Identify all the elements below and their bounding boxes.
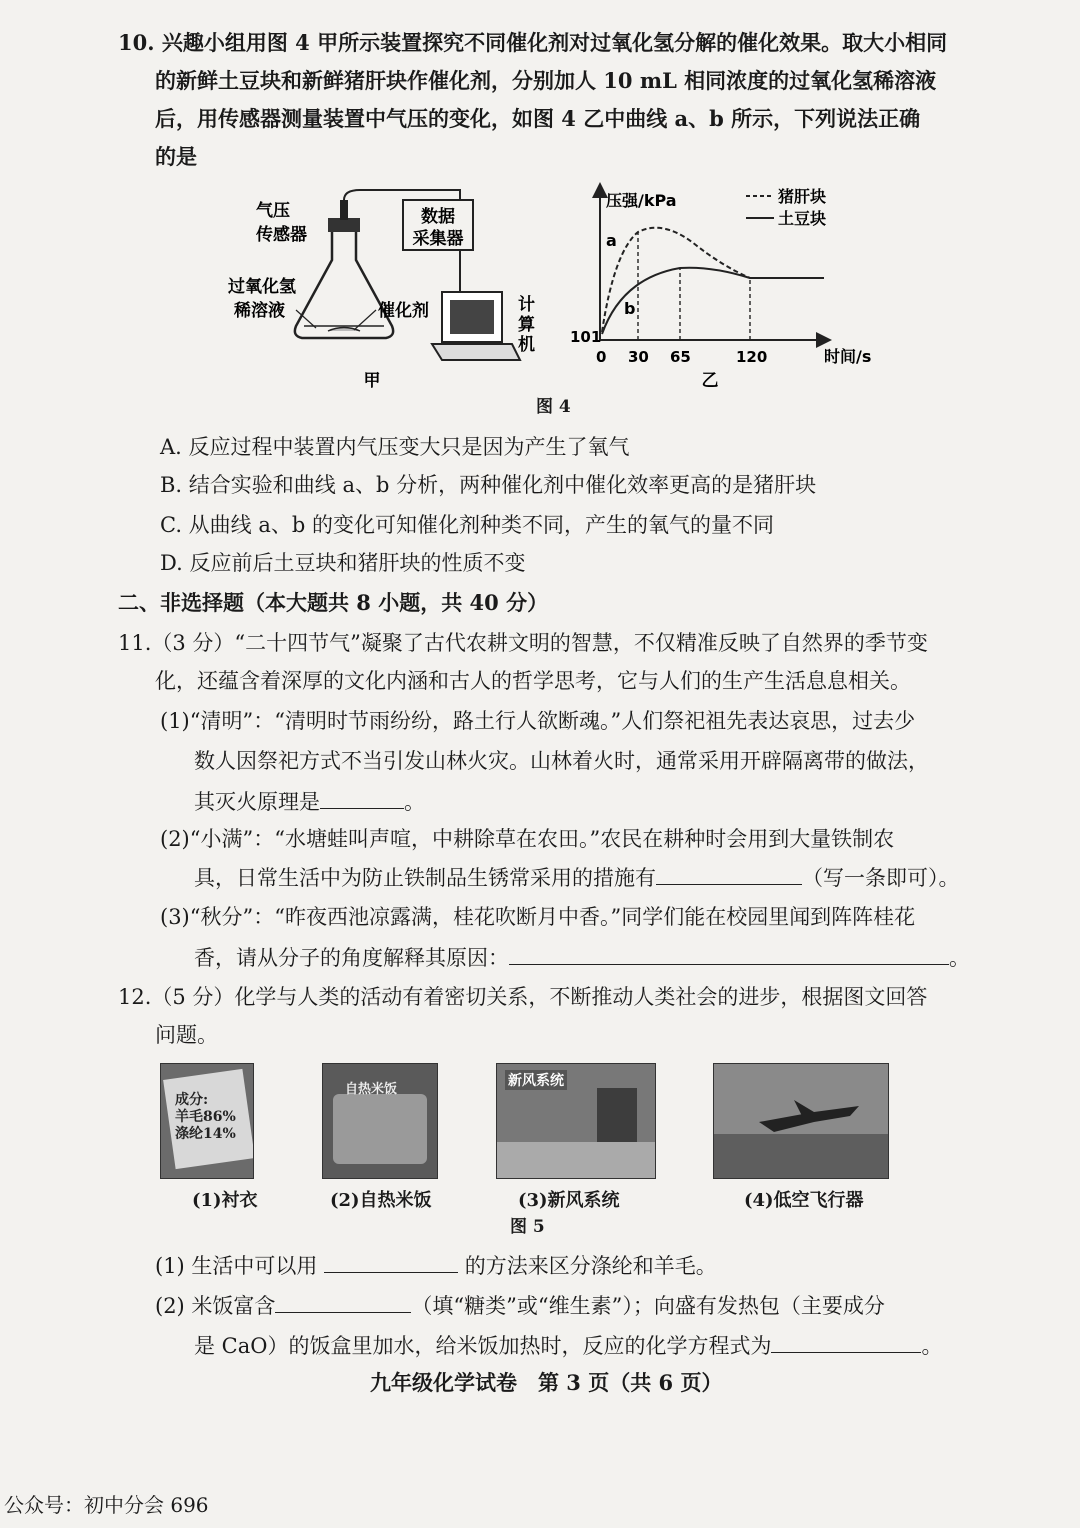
q10-option-d: D. 反应前后土豆块和猪肝块的性质不变: [160, 551, 526, 575]
figure5-label: 图 5: [510, 1217, 545, 1237]
q12-p2-answer-blank-1[interactable]: [275, 1290, 411, 1313]
q12-line2: 问题。: [155, 1023, 218, 1047]
shirt-tag-line2: 羊毛86%: [175, 1109, 236, 1125]
caption-shirt: (1)衬衣: [192, 1190, 258, 1211]
catalyst-label: 催化剂: [378, 301, 429, 321]
apparatus-caption: 甲: [363, 371, 381, 391]
q11-p1-line1: (1)“清明”：“清明时节雨纷纷，路土行人欲断魂。”人们祭祀祖先表达哀思，过去少: [160, 709, 916, 733]
q10-line3: 后，用传感器测量装置中气压的变化，如图 4 乙中曲线 a、b 所示，下列说法正确: [155, 106, 921, 131]
q12-p2-mid: （填“糖类”或“维生素”）；向盛有发热包（主要成分: [411, 1294, 885, 1318]
pressure-graph: [562, 182, 882, 392]
q10-line1: 10. 兴趣小组用图 4 甲所示装置探究不同催化剂对过氧化氢分解的催化效果。取大小相同: [118, 30, 948, 55]
q12-p2-prompt-2: 是 CaO）的饭盒里加水，给米饭加热时，反应的化学方程式为: [194, 1334, 772, 1358]
stopper: [328, 218, 360, 232]
collector-label-1: 数据: [421, 207, 455, 227]
q10-option-c: C. 从曲线 a、b 的变化可知催化剂种类不同，产生的氧气的量不同: [160, 513, 774, 537]
q12-line1: 12.（5 分）化学与人类的活动有着密切关系，不断推动人类社会的进步，根据图文回答: [118, 985, 928, 1009]
q11-p2-line2: [194, 862, 960, 893]
q11-p1-prompt: 其灭火原理是: [194, 790, 320, 814]
q11-p3-answer-blank[interactable]: [509, 942, 949, 965]
section2-heading: 二、非选择题（本大题共 8 小题，共 40 分）: [118, 590, 549, 615]
photo-rice: [322, 1063, 438, 1179]
photo-ventilation: [496, 1063, 656, 1179]
legend-dashed-label: 猪肝块: [778, 187, 827, 206]
sensor-probe: [340, 200, 348, 220]
shirt-tag-line1: 成分:: [175, 1092, 209, 1108]
q11-p2-answer-blank[interactable]: [656, 862, 802, 885]
ventilation-floor: [497, 1142, 655, 1178]
photo-shirt: [160, 1063, 254, 1179]
q12-p2-answer-blank-2[interactable]: [771, 1330, 921, 1353]
aircraft-icon: [754, 1092, 864, 1142]
graph-caption: 乙: [701, 371, 719, 391]
q11-p3-end: 。: [949, 946, 970, 970]
curve-b-label: b: [624, 299, 636, 318]
rice-package: [333, 1094, 427, 1164]
q12-p1-end: 的方法来区分涤纶和羊毛。: [464, 1254, 717, 1278]
x-tick-120: 120: [736, 348, 768, 366]
q11-p1-line3: [194, 786, 425, 817]
q11-p1-answer-blank[interactable]: [320, 786, 404, 809]
q11-line1: 11.（3 分）“二十四节气”凝聚了古代农耕文明的智慧，不仅精准反映了自然界的季节变: [118, 631, 928, 655]
sensor-label-2: 传感器: [256, 225, 307, 245]
ventilation-text: 新风系统: [505, 1070, 567, 1090]
apparatus-diagram: [220, 188, 560, 398]
q12-p2-line1: [155, 1290, 885, 1321]
catalyst-pointer: [354, 310, 376, 330]
q11-p2-end: （写一条即可）。: [802, 866, 960, 890]
q11-p3-line1: (3)“秋分”：“昨夜西池凉露满，桂花吹断月中香。”同学们能在校园里闻到阵阵桂花: [160, 905, 916, 929]
q11-p2-prompt: 具，日常生活中为防止铁制品生锈常采用的措施有: [194, 866, 656, 890]
caption-ventilation: (3)新风系统: [518, 1190, 620, 1211]
x-tick-30: 30: [628, 348, 649, 366]
q12-p2-line2: [194, 1330, 942, 1361]
computer-label-1: 计: [518, 295, 535, 315]
q10-line2: 的新鲜土豆块和新鲜猪肝块作催化剂，分别加人 10 mL 相同浓度的过氧化氢稀溶液: [155, 68, 937, 93]
computer-label-2: 算: [518, 315, 535, 335]
q11-p1-end: 。: [404, 790, 425, 814]
collector-label-2: 采集器: [412, 229, 464, 249]
q11-p3-line2: [194, 942, 970, 973]
q12-p1: [155, 1250, 717, 1281]
q11-p2-line1: (2)“小满”：“水塘蛙叫声喧，中耕除草在农田。”农民在耕种时会用到大量铁制农: [160, 827, 895, 851]
q11-p1-line2: 数人因祭祀方式不当引发山林火灾。山林着火时，通常采用开辟隔离带的做法，: [194, 749, 929, 773]
sensor-label-1: 气压: [256, 201, 290, 221]
caption-rice: (2)自热米饭: [330, 1190, 432, 1211]
q11-p3-prompt: 香，请从分子的角度解释其原因：: [194, 946, 509, 970]
x-tick-0: 0: [596, 348, 607, 366]
q12-p1-answer-blank[interactable]: [324, 1250, 458, 1273]
watermark-text: 公众号：初中分会 696: [4, 1493, 209, 1517]
rice-package-text: 自热米饭: [345, 1082, 398, 1097]
computer-keyboard: [432, 344, 520, 360]
x-axis-label: 时间/s: [824, 347, 872, 366]
solution-label-2: 稀溶液: [234, 301, 285, 321]
page-footer: 九年级化学试卷 第 3 页（共 6 页）: [370, 1370, 723, 1395]
caption-aircraft: (4)低空飞行器: [744, 1190, 864, 1211]
q10-option-a: A. 反应过程中装置内气压变大只是因为产生了氧气: [160, 435, 630, 459]
q10-line4: 的是: [155, 144, 197, 169]
q12-p2-end: 。: [921, 1334, 943, 1358]
shirt-tag-text: [175, 1092, 236, 1143]
q11-line2: 化，还蕴含着深厚的文化内涵和古人的哲学思考，它与人们的生产生活息息相关。: [155, 669, 911, 693]
computer-label-3: 机: [518, 335, 535, 355]
shirt-tag-line3: 涤纶14%: [175, 1126, 236, 1142]
legend-solid-label: 土豆块: [778, 209, 827, 228]
solution-label-1: 过氧化氢: [228, 277, 296, 297]
y-tick-101: 101: [570, 328, 602, 346]
q10-option-b: B. 结合实验和曲线 a、b 分析，两种催化剂中催化效率更高的是猪肝块: [160, 473, 817, 497]
curve-a-label: a: [606, 231, 617, 250]
y-axis-label: 压强/kPa: [606, 191, 677, 210]
q12-p2-prompt: (2) 米饭富含: [155, 1294, 276, 1318]
computer-screen: [450, 300, 494, 334]
figure4-label: 图 4: [536, 397, 571, 417]
q12-p1-prompt: (1) 生活中可以用: [155, 1254, 318, 1278]
wire-sensor: [344, 190, 460, 200]
x-tick-65: 65: [670, 348, 691, 366]
photo-aircraft: [713, 1063, 889, 1179]
